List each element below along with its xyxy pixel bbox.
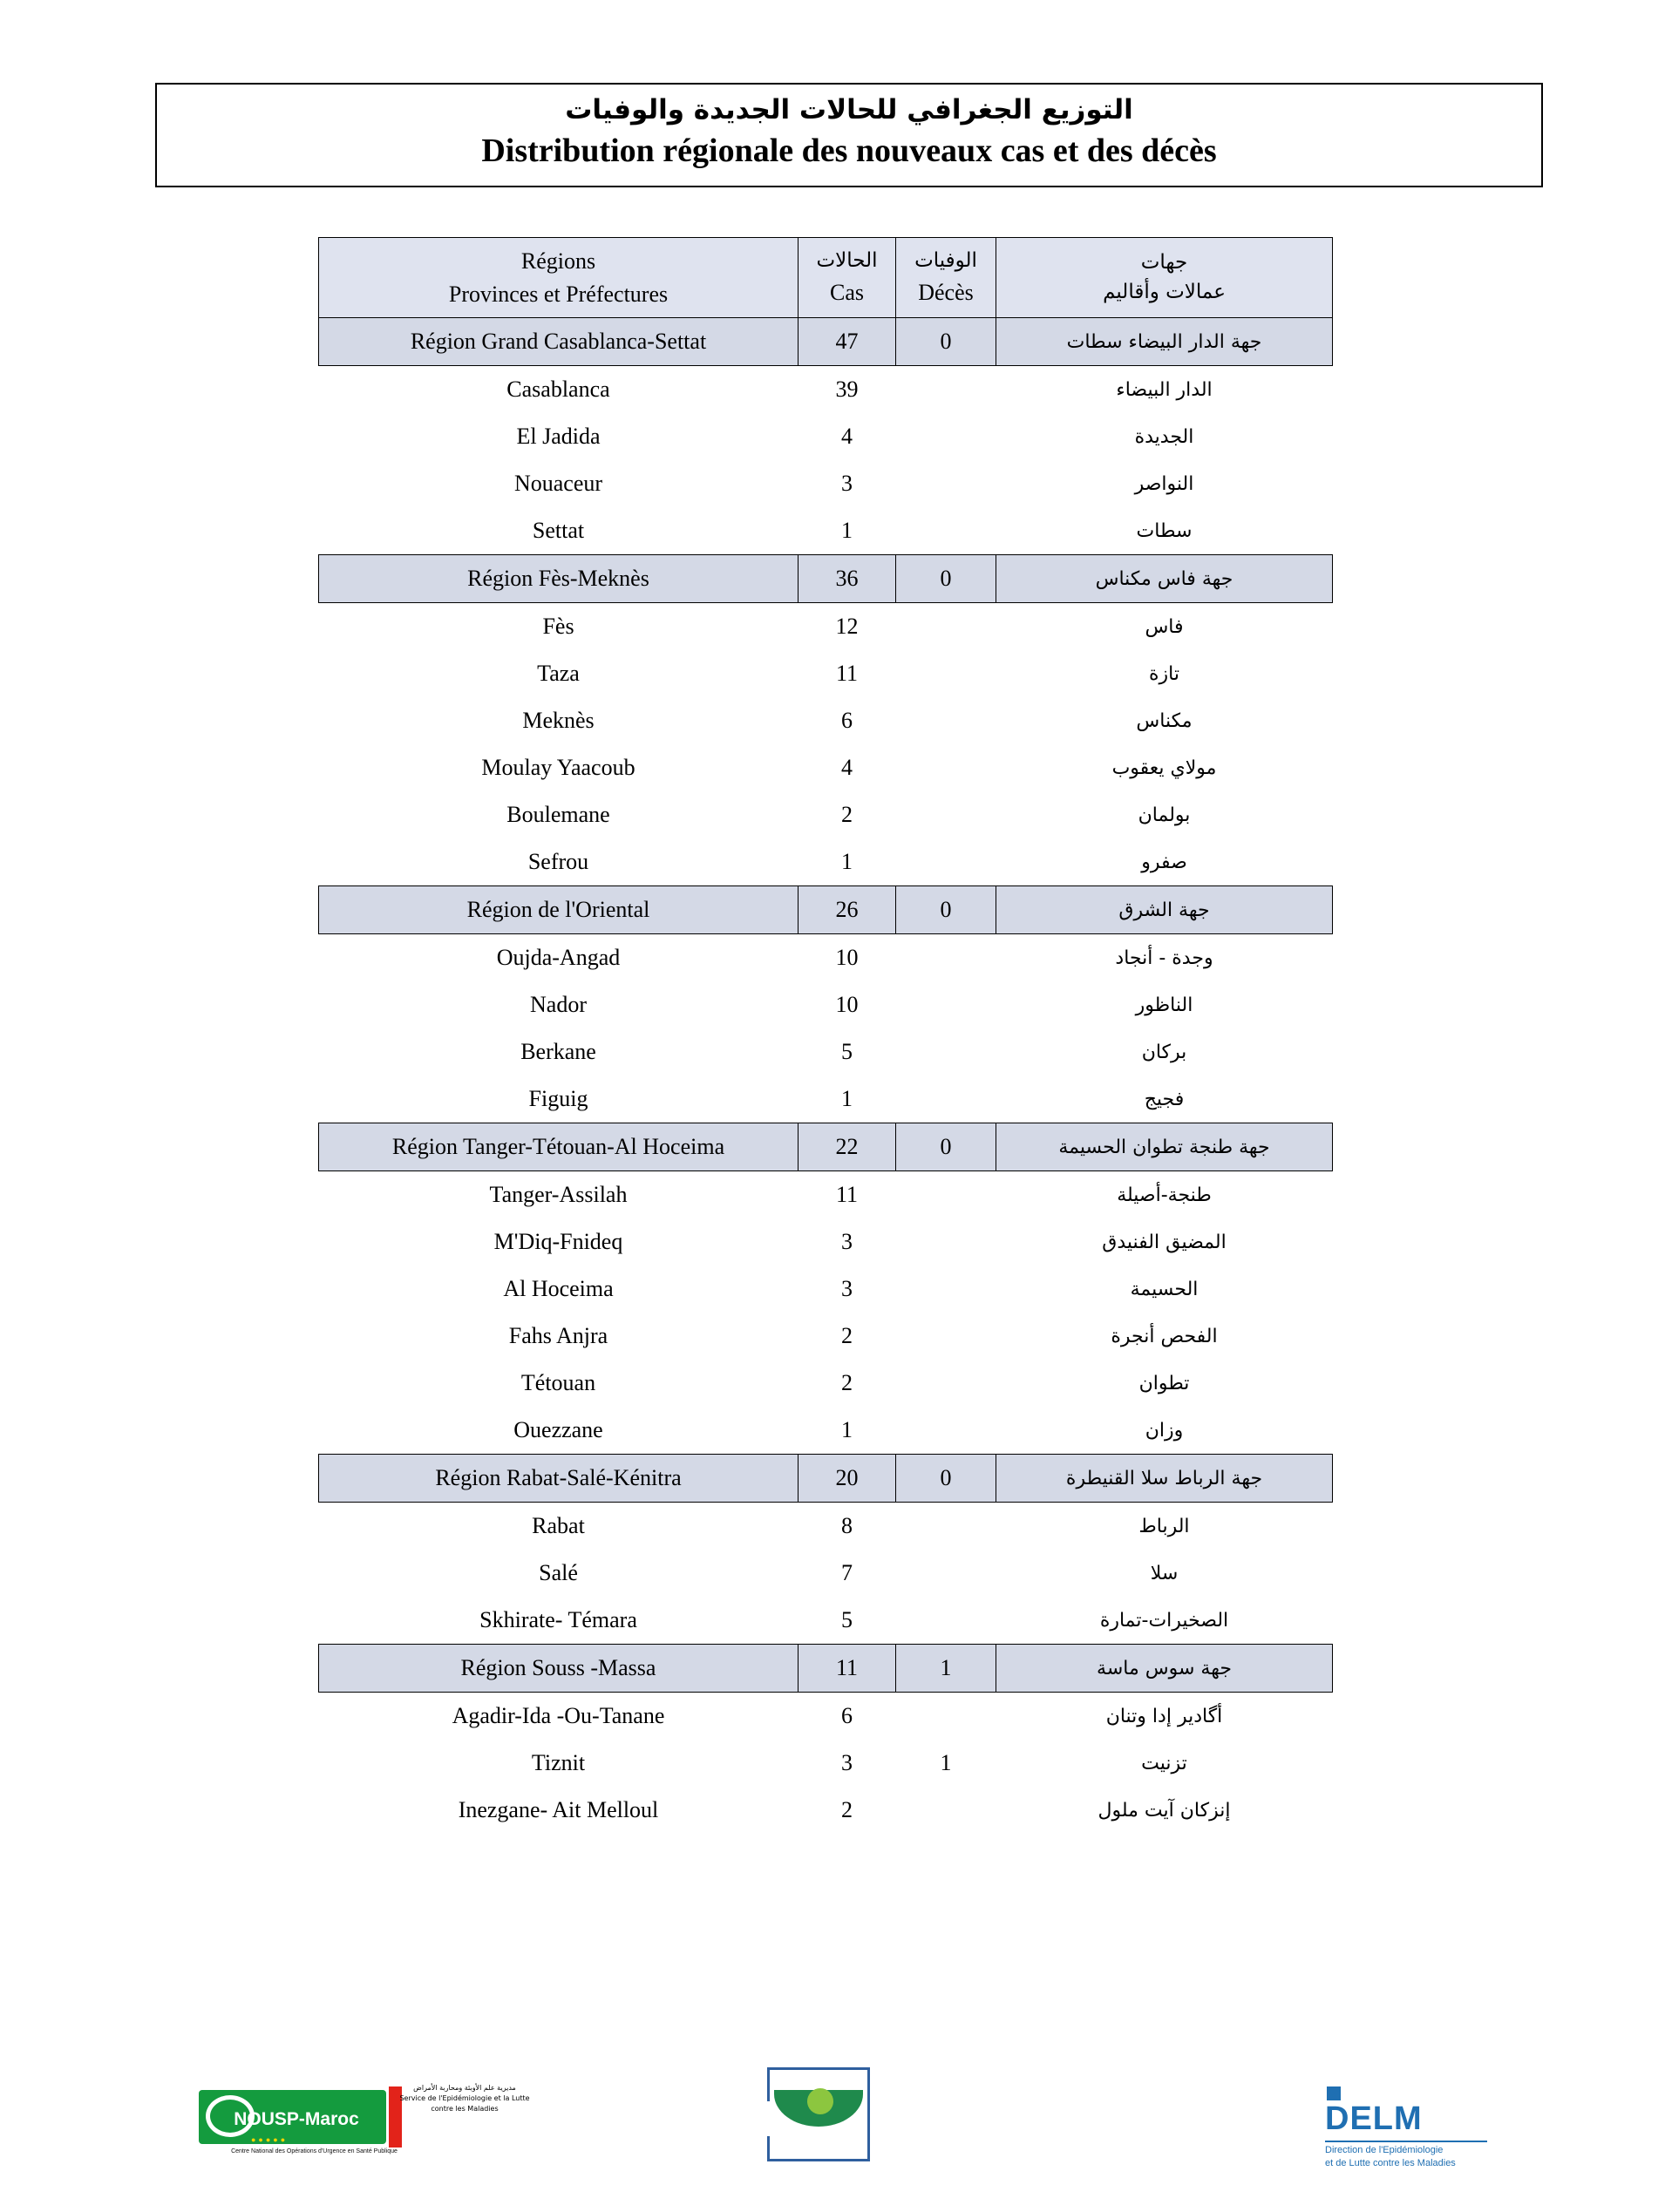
page-title-arabic: التوزيع الجغرافي للحالات الجديدة والوفيات	[565, 94, 1133, 126]
cell-name-french: Sefrou	[319, 838, 799, 886]
cell-name-arabic: الرباط	[996, 1503, 1333, 1550]
province-row	[319, 1550, 1333, 1597]
cell-name-arabic: الصخيرات-تمارة	[996, 1597, 1333, 1645]
cell-name-french: Région Fès-Meknès	[319, 555, 799, 603]
cell-cases: 2	[799, 791, 896, 838]
cell-deaths: 0	[896, 1123, 996, 1171]
column-header-cases-arabic: الحالات	[816, 249, 878, 273]
cell-name-arabic: سلا	[996, 1550, 1333, 1597]
cell-deaths	[896, 1407, 996, 1455]
cell-deaths	[896, 366, 996, 414]
province-row	[319, 791, 1333, 838]
cell-cases: 20	[799, 1455, 896, 1503]
cell-name-arabic: مكناس	[996, 697, 1333, 744]
province-row	[319, 697, 1333, 744]
region-row	[319, 886, 1333, 934]
cell-name-arabic: تزنيت	[996, 1740, 1333, 1787]
cell-name-arabic: تطوان	[996, 1360, 1333, 1407]
nousp-arabic-lines	[395, 2083, 534, 2114]
cell-deaths	[896, 744, 996, 791]
cell-deaths	[896, 838, 996, 886]
cell-name-arabic: صفرو	[996, 838, 1333, 886]
cell-deaths	[896, 1075, 996, 1123]
province-row	[319, 1313, 1333, 1360]
cell-cases: 1	[799, 838, 896, 886]
cell-cases: 4	[799, 413, 896, 460]
province-row	[319, 1693, 1333, 1740]
page-title-box	[155, 83, 1543, 187]
cell-deaths: 0	[896, 1455, 996, 1503]
cell-name-french: Agadir-Ida -Ou-Tanane	[319, 1693, 799, 1740]
cell-cases: 10	[799, 934, 896, 982]
cell-cases: 6	[799, 1693, 896, 1740]
cell-name-french: Casablanca	[319, 366, 799, 414]
table-body	[319, 318, 1333, 1835]
cell-name-french: Oujda-Angad	[319, 934, 799, 982]
delm-subtitle	[1325, 2144, 1499, 2170]
cell-name-arabic: مولاي يعقوب	[996, 744, 1333, 791]
cell-deaths	[896, 791, 996, 838]
region-row	[319, 1123, 1333, 1171]
cell-name-french: Ouezzane	[319, 1407, 799, 1455]
cell-deaths	[896, 1787, 996, 1834]
distribution-table	[318, 237, 1333, 1834]
cell-name-french: Région Grand Casablanca-Settat	[319, 318, 799, 366]
cell-name-arabic: جهة فاس مكناس	[996, 555, 1333, 603]
cell-cases: 4	[799, 744, 896, 791]
cell-cases: 10	[799, 981, 896, 1028]
cell-cases: 3	[799, 1218, 896, 1265]
cell-deaths	[896, 1360, 996, 1407]
cell-name-french: Inezgane- Ait Melloul	[319, 1787, 799, 1834]
cell-name-french: Région Rabat-Salé-Kénitra	[319, 1455, 799, 1503]
cell-name-french: Tanger-Assilah	[319, 1171, 799, 1219]
nousp-logo-text: NOUSP-Maroc	[234, 2109, 359, 2129]
column-header-regions-line2: Provinces et Préfectures	[448, 281, 669, 307]
cell-deaths	[896, 934, 996, 982]
column-header-deaths	[896, 238, 996, 318]
cell-name-french: Fahs Anjra	[319, 1313, 799, 1360]
cell-name-arabic: الفحص أنجرة	[996, 1313, 1333, 1360]
cell-name-arabic: بولمان	[996, 791, 1333, 838]
ministry-of-health-logo	[767, 2067, 872, 2163]
cell-name-french: Skhirate- Témara	[319, 1597, 799, 1645]
province-row	[319, 1265, 1333, 1313]
cell-cases: 3	[799, 1740, 896, 1787]
cell-name-arabic: فاس	[996, 603, 1333, 651]
cell-deaths	[896, 981, 996, 1028]
cell-name-arabic: الناظور	[996, 981, 1333, 1028]
cell-name-arabic: الدار البيضاء	[996, 366, 1333, 414]
province-row	[319, 1028, 1333, 1075]
cell-cases: 6	[799, 697, 896, 744]
cell-deaths	[896, 1597, 996, 1645]
province-row	[319, 507, 1333, 555]
nousp-dots-decoration: ●●●●●	[251, 2135, 289, 2144]
cell-name-arabic: جهة الدار البيضاء سطات	[996, 318, 1333, 366]
province-row	[319, 1360, 1333, 1407]
region-row	[319, 555, 1333, 603]
cell-name-arabic: النواصر	[996, 460, 1333, 507]
cell-name-french: Figuig	[319, 1075, 799, 1123]
nousp-maroc-logo	[199, 2074, 530, 2157]
column-header-arabic-line1: جهات	[1140, 251, 1188, 275]
cell-deaths	[896, 1265, 996, 1313]
cell-name-arabic: تازة	[996, 650, 1333, 697]
cell-cases: 1	[799, 507, 896, 555]
province-row	[319, 1503, 1333, 1550]
cell-name-french: Taza	[319, 650, 799, 697]
cell-name-arabic: إنزكان آيت ملول	[996, 1787, 1333, 1834]
distribution-table-wrapper	[318, 237, 1332, 1834]
cell-deaths	[896, 507, 996, 555]
delm-divider	[1325, 2141, 1487, 2142]
cell-cases: 5	[799, 1028, 896, 1075]
province-row	[319, 1171, 1333, 1219]
cell-name-french: Région Souss -Massa	[319, 1645, 799, 1693]
cell-name-french: Région Tanger-Tétouan-Al Hoceima	[319, 1123, 799, 1171]
province-row	[319, 603, 1333, 651]
cell-cases: 3	[799, 460, 896, 507]
cell-deaths	[896, 697, 996, 744]
delm-subtitle-line1: Direction de l'Epidémiologie	[1325, 2145, 1444, 2155]
cell-cases: 1	[799, 1075, 896, 1123]
cell-cases: 2	[799, 1313, 896, 1360]
province-row	[319, 1407, 1333, 1455]
cell-name-arabic: سطات	[996, 507, 1333, 555]
cell-name-arabic: جهة طنجة تطوان الحسيمة	[996, 1123, 1333, 1171]
cell-cases: 2	[799, 1360, 896, 1407]
cell-cases: 11	[799, 650, 896, 697]
column-header-cases-french: Cas	[830, 279, 864, 305]
column-header-cases	[799, 238, 896, 318]
cell-name-arabic: المضيق الفنيدق	[996, 1218, 1333, 1265]
cell-name-arabic: وزان	[996, 1407, 1333, 1455]
cell-deaths	[896, 1550, 996, 1597]
region-row	[319, 1455, 1333, 1503]
column-header-arabic-line2: عمالات وأقاليم	[1103, 280, 1226, 303]
cell-cases: 22	[799, 1123, 896, 1171]
province-row	[319, 981, 1333, 1028]
cell-name-arabic: أگادير إدا وتنان	[996, 1693, 1333, 1740]
province-row	[319, 1740, 1333, 1787]
cell-name-arabic: الحسيمة	[996, 1265, 1333, 1313]
cell-deaths: 0	[896, 318, 996, 366]
region-row	[319, 1645, 1333, 1693]
cell-name-french: Rabat	[319, 1503, 799, 1550]
cell-cases: 1	[799, 1407, 896, 1455]
province-row	[319, 1075, 1333, 1123]
cell-name-french: Tétouan	[319, 1360, 799, 1407]
cell-name-french: Boulemane	[319, 791, 799, 838]
cell-cases: 2	[799, 1787, 896, 1834]
delm-logo-text: DELM	[1325, 2100, 1423, 2137]
cell-name-french: Settat	[319, 507, 799, 555]
province-row	[319, 413, 1333, 460]
cell-name-arabic: طنجة-أصيلة	[996, 1171, 1333, 1219]
cell-deaths	[896, 1693, 996, 1740]
cell-name-french: Moulay Yaacoub	[319, 744, 799, 791]
cell-deaths	[896, 413, 996, 460]
cell-name-french: Tiznit	[319, 1740, 799, 1787]
cell-deaths: 1	[896, 1645, 996, 1693]
cell-deaths: 0	[896, 555, 996, 603]
cell-name-french: Meknès	[319, 697, 799, 744]
cell-name-arabic: الجديدة	[996, 413, 1333, 460]
cell-cases: 7	[799, 1550, 896, 1597]
nousp-latin-line1: Centre National des Opérations d'Urgence en Santé Publique	[231, 2148, 398, 2154]
delm-bar-icon	[1327, 2086, 1341, 2100]
cell-name-french: El Jadida	[319, 413, 799, 460]
cell-name-arabic: جهة الشرق	[996, 886, 1333, 934]
province-row	[319, 744, 1333, 791]
province-row	[319, 934, 1333, 982]
nousp-arabic-line1: مديرية علم الأوبئة ومحاربة الأمراض	[413, 2084, 516, 2092]
province-row	[319, 1597, 1333, 1645]
ministry-crescent-icon	[807, 2088, 833, 2114]
cell-cases: 5	[799, 1597, 896, 1645]
cell-name-arabic: بركان	[996, 1028, 1333, 1075]
province-row	[319, 1218, 1333, 1265]
nousp-arabic-line2: Service de l'Epidémiologie et la Lutte contre les Maladies	[399, 2094, 530, 2113]
cell-deaths	[896, 1028, 996, 1075]
cell-deaths: 1	[896, 1740, 996, 1787]
column-header-deaths-arabic: الوفيات	[914, 249, 977, 273]
cell-name-arabic: جهة الرباط سلا القنيطرة	[996, 1455, 1333, 1503]
cell-cases: 11	[799, 1645, 896, 1693]
table-header-row	[319, 238, 1333, 318]
cell-name-french: Région de l'Oriental	[319, 886, 799, 934]
column-header-regions	[319, 238, 799, 318]
footer-logos	[0, 2066, 1665, 2196]
cell-cases: 12	[799, 603, 896, 651]
cell-name-french: Fès	[319, 603, 799, 651]
cell-cases: 26	[799, 886, 896, 934]
page-title-french: Distribution régionale des nouveaux cas et des décès	[481, 132, 1217, 169]
province-row	[319, 650, 1333, 697]
cell-name-french: Al Hoceima	[319, 1265, 799, 1313]
province-row	[319, 1787, 1333, 1834]
cell-deaths	[896, 650, 996, 697]
cell-deaths	[896, 1503, 996, 1550]
delm-logo	[1308, 2086, 1508, 2167]
province-row	[319, 838, 1333, 886]
cell-cases: 11	[799, 1171, 896, 1219]
column-header-arabic-regions	[996, 238, 1333, 318]
cell-name-arabic: فجيج	[996, 1075, 1333, 1123]
cell-deaths	[896, 1218, 996, 1265]
column-header-deaths-french: Décès	[918, 279, 974, 305]
delm-subtitle-line2: et de Lutte contre les Maladies	[1325, 2157, 1456, 2168]
cell-name-french: Berkane	[319, 1028, 799, 1075]
cell-cases: 47	[799, 318, 896, 366]
cell-name-arabic: جهة سوس ماسة	[996, 1645, 1333, 1693]
cell-deaths	[896, 603, 996, 651]
cell-name-arabic: وجدة - أنجاد	[996, 934, 1333, 982]
province-row	[319, 460, 1333, 507]
province-row	[319, 366, 1333, 414]
cell-name-french: Nador	[319, 981, 799, 1028]
cell-deaths	[896, 1313, 996, 1360]
region-row	[319, 318, 1333, 366]
cell-name-french: Nouaceur	[319, 460, 799, 507]
cell-cases: 39	[799, 366, 896, 414]
cell-cases: 3	[799, 1265, 896, 1313]
cell-name-french: Salé	[319, 1550, 799, 1597]
cell-cases: 36	[799, 555, 896, 603]
cell-name-french: M'Diq-Fnideq	[319, 1218, 799, 1265]
cell-deaths	[896, 1171, 996, 1219]
column-header-regions-line1: Régions	[520, 248, 596, 274]
cell-deaths: 0	[896, 886, 996, 934]
cell-cases: 8	[799, 1503, 896, 1550]
cell-deaths	[896, 460, 996, 507]
